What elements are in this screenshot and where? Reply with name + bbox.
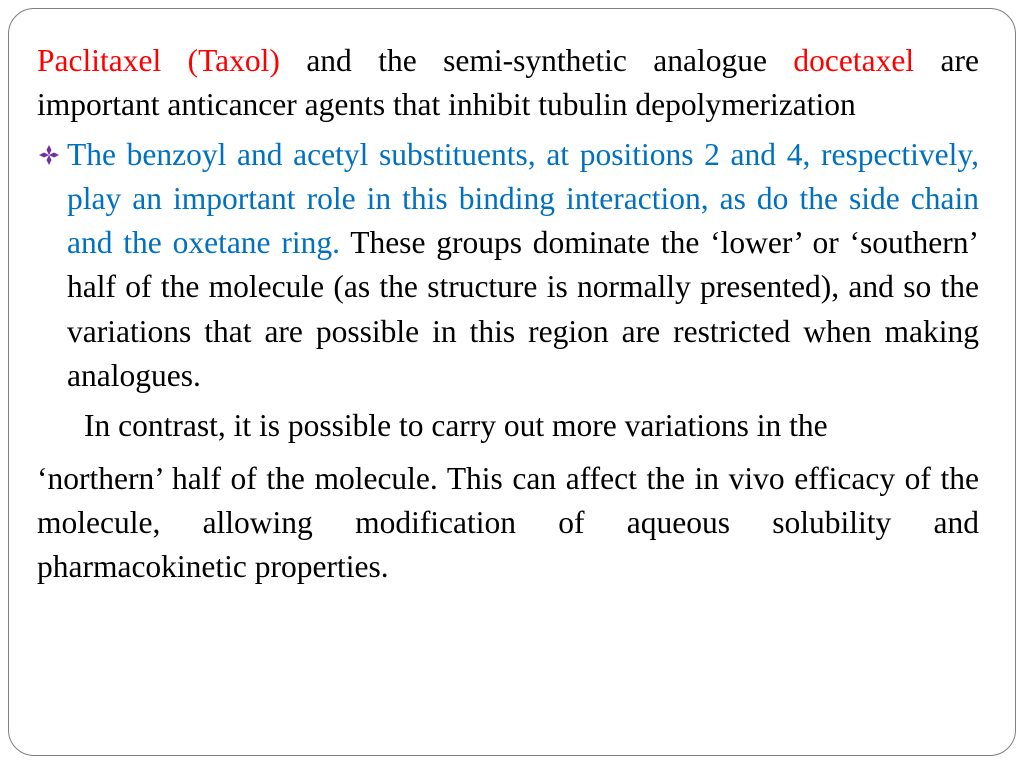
slide-body <box>37 39 979 590</box>
contrast-rest-text: ‘northern’ half of the molecule. This can affect the in vivo efficacy of the molecule, allowing modification of aqueous solubility and pharmacokinetic properties. <box>37 460 979 585</box>
bullet-black-text: These groups dominate the ‘lower’ or ‘southern’ half of the molecule (as the structure is normally presented), and so the variations that are possible in this region are restricted when making analogues. <box>67 225 979 394</box>
contrast-first-line: In contrast, it is possible to carry out more variations in the <box>84 408 828 444</box>
bullet-paragraph <box>37 133 979 399</box>
paclitaxel-term: Paclitaxel (Taxol) <box>37 43 280 78</box>
contrast-paragraph <box>37 404 979 589</box>
docetaxel-term: docetaxel <box>793 43 915 78</box>
intro-paragraph <box>37 39 979 128</box>
intro-middle-text: and the semi-synthetic analogue <box>279 43 794 78</box>
diamond-bullet-icon <box>37 143 61 167</box>
intro-rest-text: are important anticancer agents that inhibit tubulin depolymerization <box>37 43 979 123</box>
bullet-blue-text: The benzoyl and acetyl substituents, at positions 2 and 4, respectively, play an important role in this binding interaction, as do the side chain and the oxetane ring. <box>67 136 979 261</box>
slide-frame <box>8 8 1016 756</box>
